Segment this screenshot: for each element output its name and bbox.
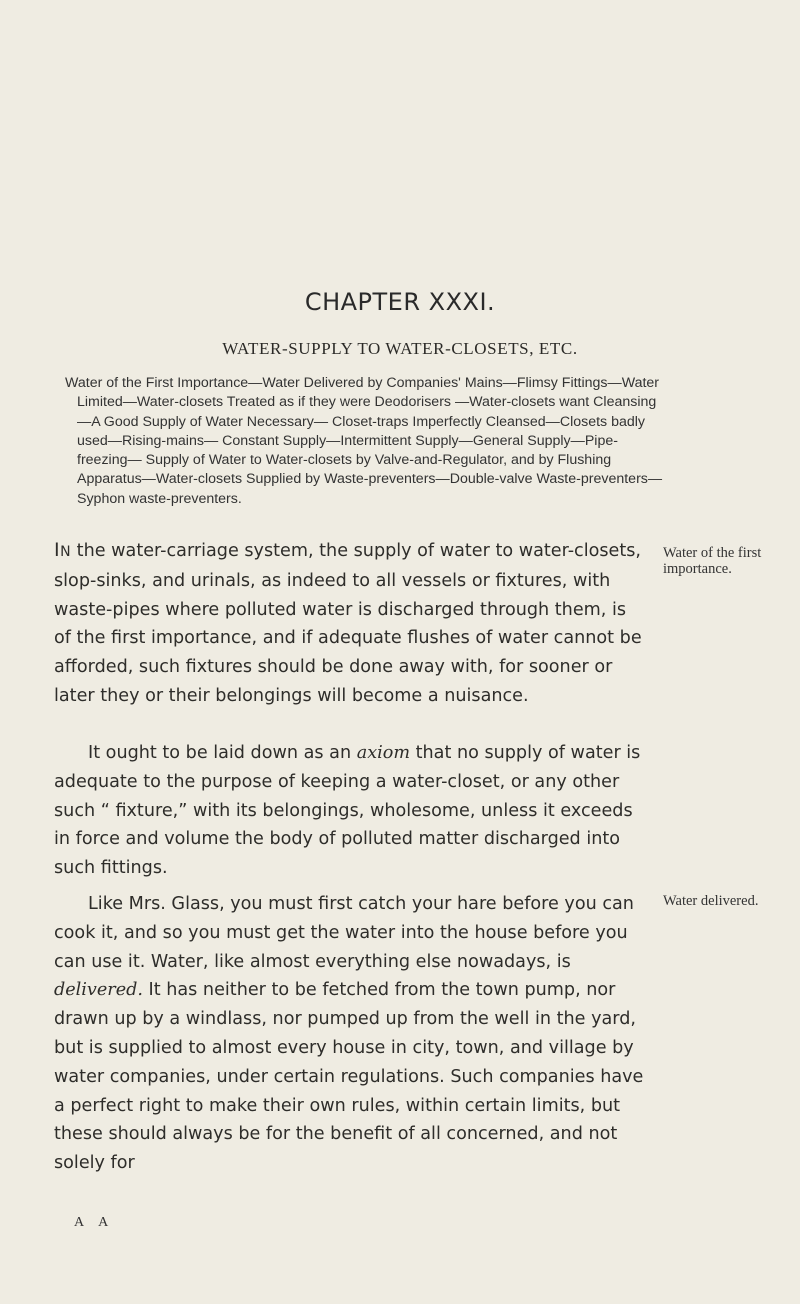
chapter-title: CHAPTER XXXI. <box>304 288 496 316</box>
paragraph-1 <box>54 536 644 711</box>
paragraph-2 <box>54 739 644 883</box>
paragraph-2-after: that no supply of water is adequate to the purpose of keeping a water-closet, or any other such “ fixture,” with its belongings, wholesome, unless it exceeds in force and volume the body of polluted matter discharged into such fittings. <box>54 743 641 879</box>
paragraph-3-before: Like Mrs. Glass, you must first catch your hare before you can cook it, and so you must get the water into the house before you can use it. Water, like almost everything else nowadays, is <box>54 894 634 972</box>
paragraph-3-after: It has neither to be fetched from the town pump, nor drawn up by a windlass, nor pumped up from the well in the yard, but is supplied to almost every house in city, town, and village by water companies, under certain regulations. Such companies have a perfect right to make their own rules, within certain limits, but these should always be for the benefit of all concerned, and not solely for <box>54 980 644 1174</box>
paragraph-3 <box>54 890 644 1178</box>
lead-small-caps: N <box>60 544 72 560</box>
paragraph-2-before: It ought to be laid down as an <box>88 743 357 763</box>
chapter-subtitle: WATER-SUPPLY TO WATER-CLOSETS, ETC. <box>222 339 578 358</box>
signature-mark: A A <box>74 1215 115 1230</box>
paragraph-3-emphasis: delivered. <box>54 980 143 1001</box>
margin-note-1: Water of the first importance. <box>663 545 762 577</box>
margin-note-2: Water delivered. <box>663 893 759 909</box>
chapter-summary: Water of the First Importance—Water Delivered by Companies' Mains—Flimsy Fittings—Water Limited—Water-closets Treated as if they were Deodorisers —Water-closets want Cleansing—A Good Supply of Water Necessary— Closet-traps Imperfectly Cleansed—Closets badly used—Rising-mains— Constant Supply—Intermittent Supply—General Supply—Pipe-freezing— Supply of Water to Water-closets by Valve-and-Regulator, and by Flushing Apparatus—Water-closets Supplied by Waste-preventers—Double-valve Waste-preventers—Syphon waste-preventers. <box>65 375 663 507</box>
drop-initial: I <box>54 539 61 561</box>
paragraph-1-text: the water-carriage system, the supply of water to water-closets, slop-sinks, and urinals, as indeed to all vessels or fixtures, with waste-pipes where polluted water is discharged through them, is of the first importance, and if adequate flushes of water cannot be afforded, such fixtures should be done away with, for sooner or later they or their belongings will become a nuisance. <box>54 541 642 706</box>
paragraph-2-emphasis: axiom <box>356 743 411 763</box>
